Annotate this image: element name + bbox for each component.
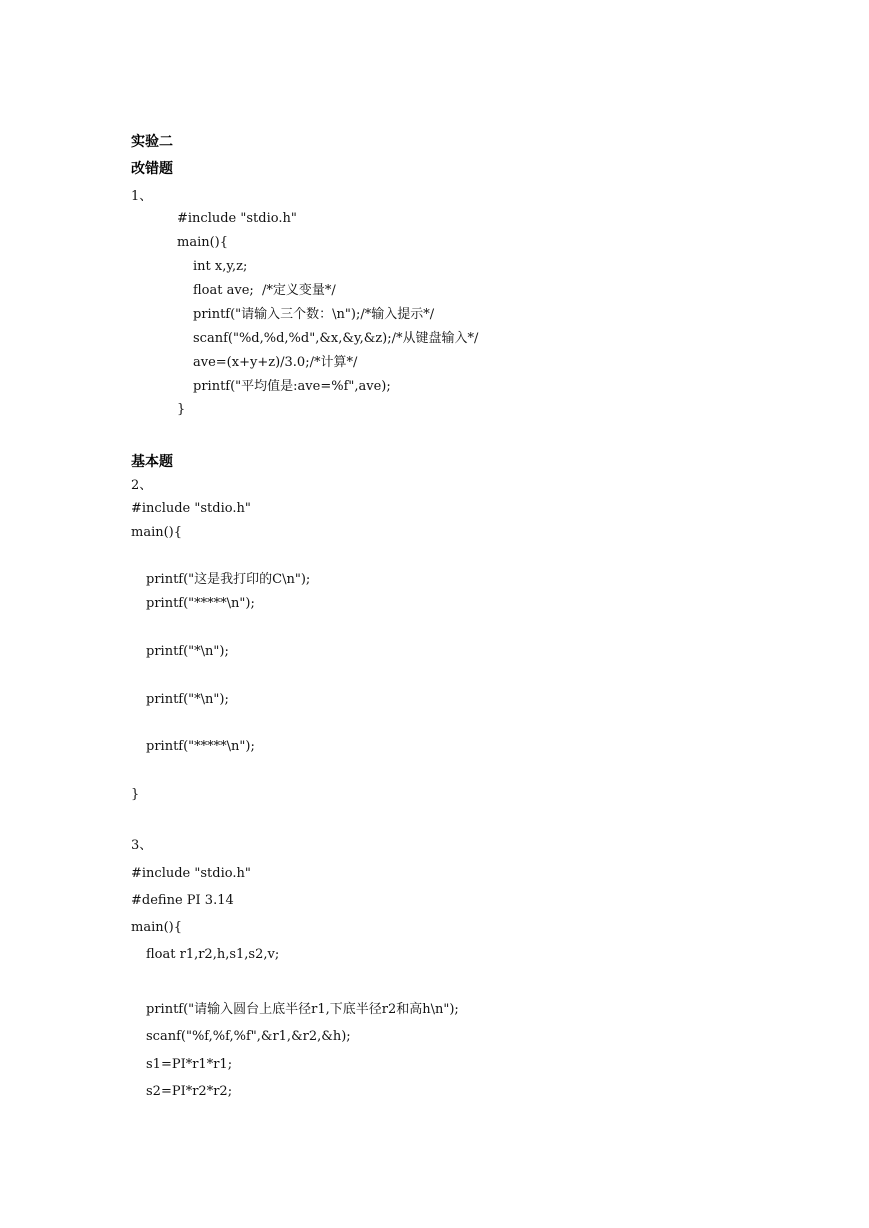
item-number-1: 1、: [131, 189, 153, 204]
code-line: #include "stdio.h": [131, 866, 251, 881]
item-number-2: 2、: [131, 478, 153, 493]
code-line: scanf("%f,%f,%f",&r1,&r2,&h);: [146, 1029, 351, 1044]
code-line: printf("请输入三个数：\n");/*输入提示*/: [193, 307, 435, 322]
code-line: s1=PI*r1*r1;: [146, 1057, 233, 1072]
code-line: #define PI 3.14: [131, 893, 234, 908]
code-line: printf("*****\n");: [146, 596, 255, 611]
section-heading-basic: 基本题: [131, 454, 173, 470]
document-title: 实验二: [131, 134, 173, 150]
code-line: printf("*\n");: [146, 644, 229, 659]
code-line: main(){: [131, 525, 183, 540]
code-line: main(){: [177, 235, 229, 250]
code-line: printf("平均值是:ave=%f",ave);: [193, 379, 391, 394]
code-line: float r1,r2,h,s1,s2,v;: [146, 947, 280, 962]
code-line: printf("请输入圆台上底半径r1,下底半径r2和高h\n");: [146, 1002, 459, 1017]
code-line: scanf("%d,%d,%d",&x,&y,&z);/*从键盘输入*/: [193, 331, 479, 346]
code-line: }: [131, 787, 140, 802]
code-line: ave=(x+y+z)/3.0;/*计算*/: [193, 355, 358, 370]
code-line: int x,y,z;: [193, 259, 248, 274]
section-heading-error-correction: 改错题: [131, 161, 173, 177]
code-line: printf("*****\n");: [146, 739, 255, 754]
code-line: #include "stdio.h": [177, 211, 297, 226]
code-line: #include "stdio.h": [131, 501, 251, 516]
item-number-3: 3、: [131, 838, 153, 853]
code-line: }: [177, 402, 186, 417]
code-line: printf("*\n");: [146, 692, 229, 707]
code-line: printf("这是我打印的C\n");: [146, 572, 311, 587]
code-line: s2=PI*r2*r2;: [146, 1084, 233, 1099]
code-line: float ave; /*定义变量*/: [193, 283, 336, 298]
code-line: main(){: [131, 920, 183, 935]
